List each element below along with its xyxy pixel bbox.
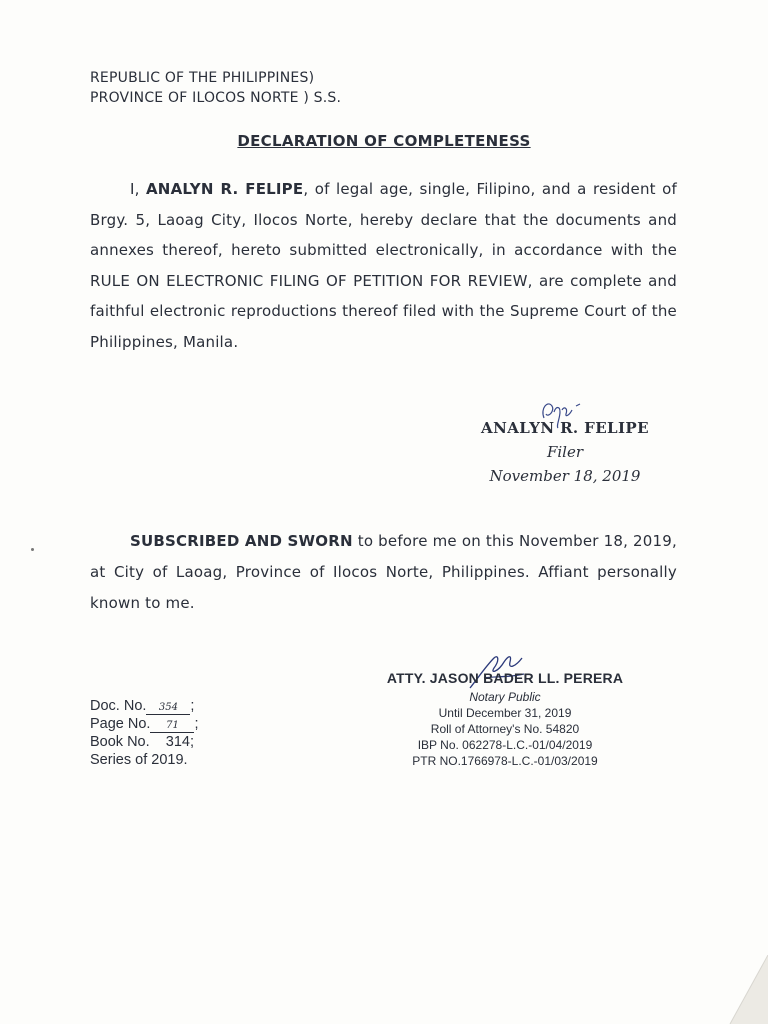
venue-caption (90, 68, 341, 108)
notary-block (380, 670, 630, 769)
jurat-bold: SUBSCRIBED AND SWORN (130, 532, 353, 550)
notary-name: ATTY. JASON BADER LL. PERERA (386, 670, 624, 686)
series-row: Series of 2019. (90, 752, 188, 768)
document-title: DECLARATION OF COMPLETENESS (237, 132, 531, 150)
caption-line-republic: REPUBLIC OF THE PHILIPPINES) (90, 70, 315, 86)
notary-title: Notary Public (469, 690, 541, 704)
declaration-text: , of legal age, single, Filipino, and a resident of Brgy. 5, Laoag City, Ilocos Norte, hereby declare that the documents and annexes thereof, hereto submitted electronically, in accordance with the RULE ON ELECTRONIC FILING OF PETITION FOR REVIEW, are complete and faithful electronic reproductions thereof filed with the Supreme Court of the Philippines, Manila. (90, 180, 677, 351)
declaration-lead: I, (130, 180, 146, 198)
doc-no-row: Doc. No. 354 ; (90, 698, 195, 714)
scan-speck (31, 548, 34, 551)
book-no-row (90, 733, 199, 751)
notary-ptr: PTR NO.1766978-L.C.-01/03/2019 (412, 754, 598, 768)
filer-date: November 18, 2019 (489, 467, 641, 485)
page-corner-fold (700, 955, 768, 1024)
jurat-paragraph (90, 526, 677, 619)
notary-ibp: IBP No. 062278-L.C.-01/04/2019 (417, 738, 593, 752)
filer-role: Filer (546, 443, 584, 461)
book-no-value: 314; (165, 734, 195, 750)
doc-no-label: Doc. No. (90, 698, 147, 714)
book-no-label: Book No. (90, 734, 150, 750)
filer-name: ANALYN R. FELIPE (481, 419, 649, 437)
declaration-paragraph (90, 174, 677, 357)
filer-signature-block (470, 416, 660, 488)
doc-no-value: 354 (146, 702, 190, 715)
jurat-text: to before me on this November 18, 2019, at City of Laoag, Province of Ilocos Norte, Philippines. Affiant personally known to me. (90, 532, 677, 612)
page-no-label: Page No. (90, 716, 151, 732)
page-no-row: Page No. 71 ; (90, 716, 199, 732)
page-no-value: 71 (150, 720, 194, 733)
caption-line-province: PROVINCE OF ILOCOS NORTE ) S.S. (90, 90, 342, 106)
notary-roll: Roll of Attorney's No. 54820 (430, 722, 580, 736)
notary-commission: Until December 31, 2019 (438, 706, 572, 720)
declarant-name: ANALYN R. FELIPE (146, 180, 304, 198)
notarial-register (90, 697, 199, 769)
